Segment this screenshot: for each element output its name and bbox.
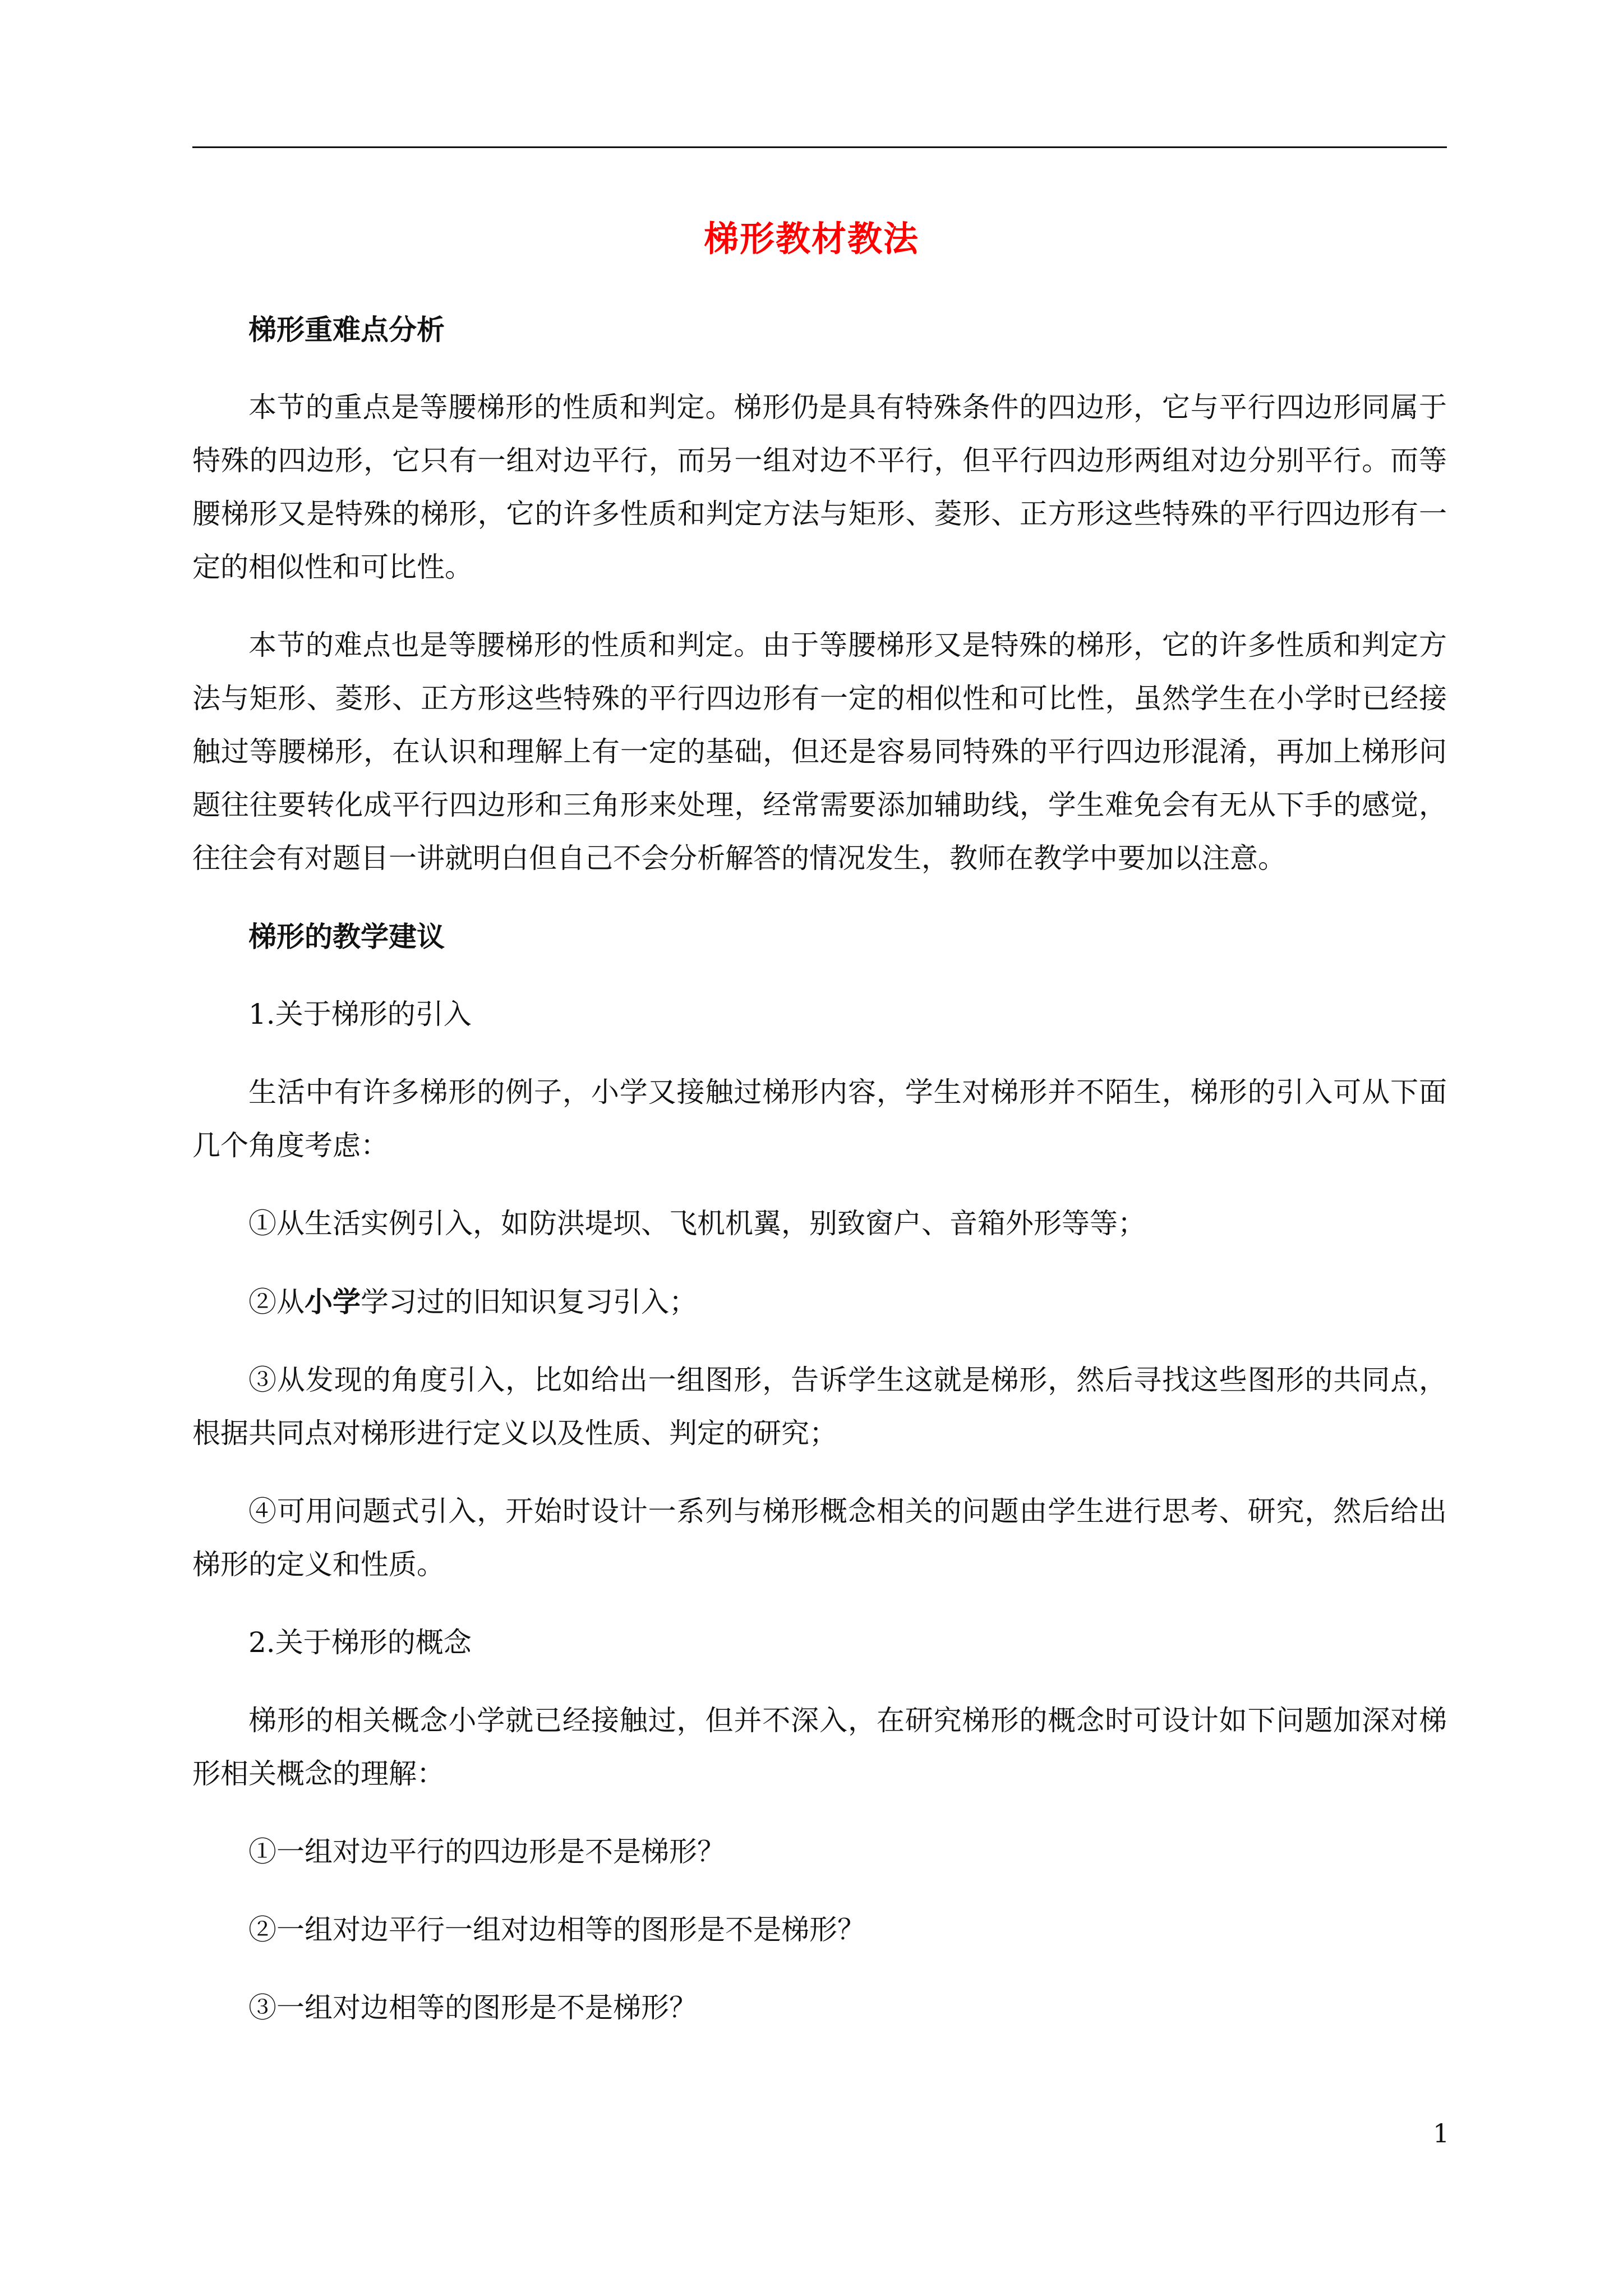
list-item-2-emphasis: 小学 [305,1285,361,1318]
paragraph-difficult-point: 本节的难点也是等腰梯形的性质和判定。由于等腰梯形又是特殊的梯形，它的许多性质和判定方法与矩形、菱形、正方形这些特殊的平行四边形有一定的相似性和可比性，虽然学生在小学时已经接触过等腰梯形，在认识和理解上有一定的基础，但还是容易同特殊的平行四边形混淆，再加上梯形问题往往要转化成平行四边形和三角形来处理，经常需要添加辅助线，学生难免会有无从下手的感觉，往往会有对题目一讲就明白但自己不会分析解答的情况发生，教师在教学中要加以注意。 [192,629,1447,875]
list-item-4: ④可用问题式引入，开始时设计一系列与梯形概念相关的问题由学生进行思考、研究，然后给出梯形的定义和性质。 [192,1495,1447,1581]
page-number: 1 [1433,2118,1450,2148]
paragraph-key-point: 本节的重点是等腰梯形的性质和判定。梯形仍是具有特殊条件的四边形，它与平行四边形同属于特殊的四边形，它只有一组对边平行，而另一组对边不平行，但平行四边形两组对边分别平行。而等腰梯形又是特殊的梯形，它的许多性质和判定方法与矩形、菱形、正方形这些特殊的平行四边形有一定的相似性和可比性。 [192,391,1447,583]
paragraph-introduction: 生活中有许多梯形的例子，小学又接触过梯形内容，学生对梯形并不陌生，梯形的引入可从下面几个角度考虑： [192,1076,1447,1162]
section-heading-key-points: 梯形重难点分析 [248,313,445,346]
header-rule [192,146,1447,148]
question-1: ①一组对边平行的四边形是不是梯形？ [248,1835,725,1868]
document-body [192,303,1447,2059]
list-item-2-suffix: 学习过的旧知识复习引入； [361,1286,697,1318]
question-3: ③一组对边相等的图形是不是梯形？ [248,1991,697,2024]
list-item-2-prefix: ②从 [248,1286,305,1318]
list-item-2 [192,1275,1447,1329]
subsection-title-concept: 2.关于梯形的概念 [248,1626,472,1659]
list-item-1: ①从生活实例引入，如防洪堤坝、飞机机翼，别致窗户、音箱外形等等； [248,1207,1146,1240]
paragraph-concept: 梯形的相关概念小学就已经接触过，但并不深入，在研究梯形的概念时可设计如下问题加深对梯形相关概念的理解： [192,1704,1447,1790]
subsection-title-introduction: 1.关于梯形的引入 [248,998,472,1030]
page-title: 梯形教材教法 [703,218,919,259]
list-item-3: ③从发现的角度引入，比如给出一组图形，告诉学生这就是梯形，然后寻找这些图形的共同点，根据共同点对梯形进行定义以及性质、判定的研究； [192,1364,1447,1450]
section-heading-teaching-suggestions: 梯形的教学建议 [248,920,445,953]
question-2: ②一组对边平行一组对边相等的图形是不是梯形？ [248,1913,865,1946]
